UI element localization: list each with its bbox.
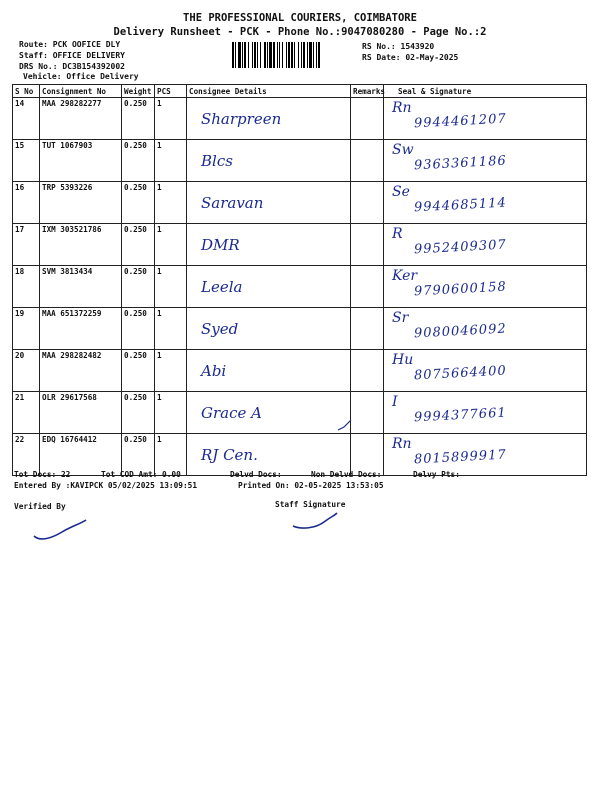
staff-signature-scribble: [290, 510, 340, 532]
table-row: [13, 308, 587, 350]
barcode-bar: [260, 42, 261, 68]
table-row: [13, 182, 587, 224]
signature-mark: Sw: [392, 142, 414, 158]
barcode-bar: [269, 42, 272, 68]
cell-weight: 0.250: [122, 308, 155, 350]
barcode-bar: [277, 42, 278, 68]
table-row: [13, 350, 587, 392]
col-header-sno: S No: [13, 85, 40, 98]
table-row: [13, 98, 587, 140]
table-header-row: [13, 85, 587, 98]
cell-consignment-no: OLR 29617568: [40, 392, 122, 434]
signature-phone-number: 9952409307: [413, 237, 508, 258]
signature-phone-number: 8075664400: [413, 363, 508, 384]
signature-mark: Rn: [392, 436, 412, 452]
barcode-bar: [288, 42, 290, 68]
signature-phone-number: 9944461207: [413, 111, 508, 132]
staff-label: Staff: OFFICE DELIVERY: [19, 51, 125, 60]
col-header-consignee: Consignee Details: [187, 85, 351, 98]
barcode-bar: [235, 42, 236, 68]
signature-phone-number: 8015899917: [413, 447, 508, 468]
signature-mark: Hu: [392, 352, 414, 368]
cell-remarks: [351, 98, 384, 140]
barcode-bar: [242, 42, 243, 68]
route-label: Route: PCK OOFICE DLY: [19, 40, 121, 49]
cell-consignee-handwriting: DMR: [187, 224, 351, 266]
table-row: [13, 140, 587, 182]
table-body: [13, 98, 587, 476]
barcode-bar: [318, 42, 320, 68]
delivered-docs: Delvd Docs:: [230, 470, 282, 479]
cell-consignment-no: TUT 1067903: [40, 140, 122, 182]
cell-pcs: 1: [155, 392, 187, 434]
cell-sno: 16: [13, 182, 40, 224]
cell-seal-signature: [384, 392, 587, 434]
printed-on: Printed On: 02-05-2025 13:53:05: [238, 481, 384, 490]
table-row: [13, 266, 587, 308]
verified-by-label: Verified By: [14, 502, 66, 511]
cell-seal-signature: [384, 182, 587, 224]
cell-seal-signature: [384, 140, 587, 182]
runsheet-subtitle: Delivery Runsheet - PCK - Phone No.:9047080280 - Page No.:2: [113, 26, 487, 38]
remark-tick-mark: [336, 418, 354, 434]
signature-phone-number: 9363361186: [413, 153, 508, 174]
cell-pcs: 1: [155, 182, 187, 224]
cell-sno: 17: [13, 224, 40, 266]
barcode-bar: [244, 42, 246, 68]
cell-consignee-handwriting: Syed: [187, 308, 351, 350]
cell-weight: 0.250: [122, 434, 155, 476]
col-header-seal-signature: Seal & Signature: [384, 85, 587, 98]
barcode-bar: [257, 42, 258, 68]
barcode-bar: [267, 42, 268, 68]
cell-sno: 22: [13, 434, 40, 476]
cell-sno: 18: [13, 266, 40, 308]
signature-mark: Rn: [392, 100, 412, 116]
cell-consignment-no: MAA 651372259: [40, 308, 122, 350]
staff-signature-label: Staff Signature: [275, 500, 346, 509]
barcode-bar: [282, 42, 283, 68]
rs-date: RS Date: 02-May-2025: [362, 53, 459, 62]
cell-consignee-handwriting: Grace A: [187, 392, 351, 434]
cell-weight: 0.250: [122, 266, 155, 308]
entered-by: Entered By :KAVIPCK 05/02/2025 13:09:51: [14, 481, 198, 490]
company-title: THE PROFESSIONAL COURIERS, COIMBATORE: [183, 12, 417, 24]
cell-remarks: [351, 224, 384, 266]
signature-phone-number: 9790600158: [413, 279, 508, 300]
barcode-bar: [254, 42, 256, 68]
cell-remarks: [351, 392, 384, 434]
cell-weight: 0.250: [122, 224, 155, 266]
cell-consignment-no: IXM 303521786: [40, 224, 122, 266]
col-header-pcs: PCS: [155, 85, 187, 98]
barcode-bar: [279, 42, 280, 68]
cell-consignment-no: TRP 5393226: [40, 182, 122, 224]
barcode-bar: [298, 42, 299, 68]
cell-pcs: 1: [155, 266, 187, 308]
barcode-bar: [248, 42, 249, 68]
cell-consignee-handwriting: RJ Cen.: [187, 434, 351, 476]
cell-remarks: [351, 182, 384, 224]
table-row: [13, 392, 587, 434]
cell-seal-signature: [384, 266, 587, 308]
cell-weight: 0.250: [122, 350, 155, 392]
col-header-weight: Weight: [122, 85, 155, 98]
cell-weight: 0.250: [122, 140, 155, 182]
drs-label: DRS No.: DC3B154392002: [19, 62, 125, 71]
runsheet-table: [12, 84, 587, 476]
cell-sno: 21: [13, 392, 40, 434]
cell-pcs: 1: [155, 224, 187, 266]
verified-signature-scribble: [30, 516, 90, 544]
cell-consignment-no: EDQ 16764412: [40, 434, 122, 476]
barcode-bar: [309, 42, 312, 68]
cell-consignee-handwriting: Sharpreen: [187, 98, 351, 140]
barcode-bar: [252, 42, 253, 68]
signature-mark: Se: [392, 184, 410, 200]
cell-consignment-no: MAA 298282277: [40, 98, 122, 140]
cell-consignee-handwriting: Abi: [187, 350, 351, 392]
signature-mark: Sr: [392, 310, 409, 326]
cell-sno: 20: [13, 350, 40, 392]
cell-weight: 0.250: [122, 182, 155, 224]
cell-pcs: 1: [155, 434, 187, 476]
barcode-bar: [307, 42, 308, 68]
cell-seal-signature: [384, 308, 587, 350]
cell-pcs: 1: [155, 98, 187, 140]
cell-remarks: [351, 350, 384, 392]
table-row: [13, 224, 587, 266]
cell-weight: 0.250: [122, 392, 155, 434]
col-header-remarks: Remarks: [351, 85, 384, 98]
delivery-points: Delvy Pts:: [413, 470, 460, 479]
cell-remarks: [351, 140, 384, 182]
col-header-consignment: Consignment No: [40, 85, 122, 98]
barcode-bar: [273, 42, 275, 68]
barcode-bar: [303, 42, 305, 68]
table-row: [13, 434, 587, 476]
cell-consignment-no: MAA 298282482: [40, 350, 122, 392]
barcode-bar: [291, 42, 293, 68]
barcode-bar: [286, 42, 287, 68]
barcode-bar: [301, 42, 302, 68]
signature-mark: I: [392, 394, 398, 410]
cell-sno: 15: [13, 140, 40, 182]
signature-mark: R: [392, 226, 403, 242]
tot-cod-amt: Tot COD Amt: 0.00: [101, 470, 181, 479]
cell-sno: 19: [13, 308, 40, 350]
barcode-bar: [313, 42, 314, 68]
cell-remarks: [351, 308, 384, 350]
rs-number: RS No.: 1543920: [362, 42, 435, 51]
cell-consignee-handwriting: Blcs: [187, 140, 351, 182]
cell-pcs: 1: [155, 308, 187, 350]
cell-consignment-no: SVM 3813434: [40, 266, 122, 308]
signature-phone-number: 9080046092: [413, 321, 508, 342]
barcode-image: [232, 42, 354, 68]
barcode-bar: [264, 42, 266, 68]
tot-docs: Tot Docs: 22: [14, 470, 71, 479]
cell-weight: 0.250: [122, 98, 155, 140]
cell-sno: 14: [13, 98, 40, 140]
non-delivered-docs: Non Delvd Docs:: [311, 470, 382, 479]
cell-seal-signature: [384, 98, 587, 140]
cell-seal-signature: [384, 350, 587, 392]
cell-pcs: 1: [155, 350, 187, 392]
signature-phone-number: 9944685114: [413, 195, 508, 216]
cell-remarks: [351, 266, 384, 308]
cell-seal-signature: [384, 224, 587, 266]
signature-mark: Ker: [392, 268, 418, 284]
cell-consignee-handwriting: Leela: [187, 266, 351, 308]
barcode-bar: [316, 42, 317, 68]
barcode-bar: [238, 42, 241, 68]
cell-consignee-handwriting: Saravan: [187, 182, 351, 224]
barcode-bar: [232, 42, 234, 68]
vehicle-label: Vehicle: Office Delivery: [23, 72, 139, 81]
cell-pcs: 1: [155, 140, 187, 182]
signature-phone-number: 9994377661: [413, 405, 508, 426]
barcode-bar: [294, 42, 295, 68]
